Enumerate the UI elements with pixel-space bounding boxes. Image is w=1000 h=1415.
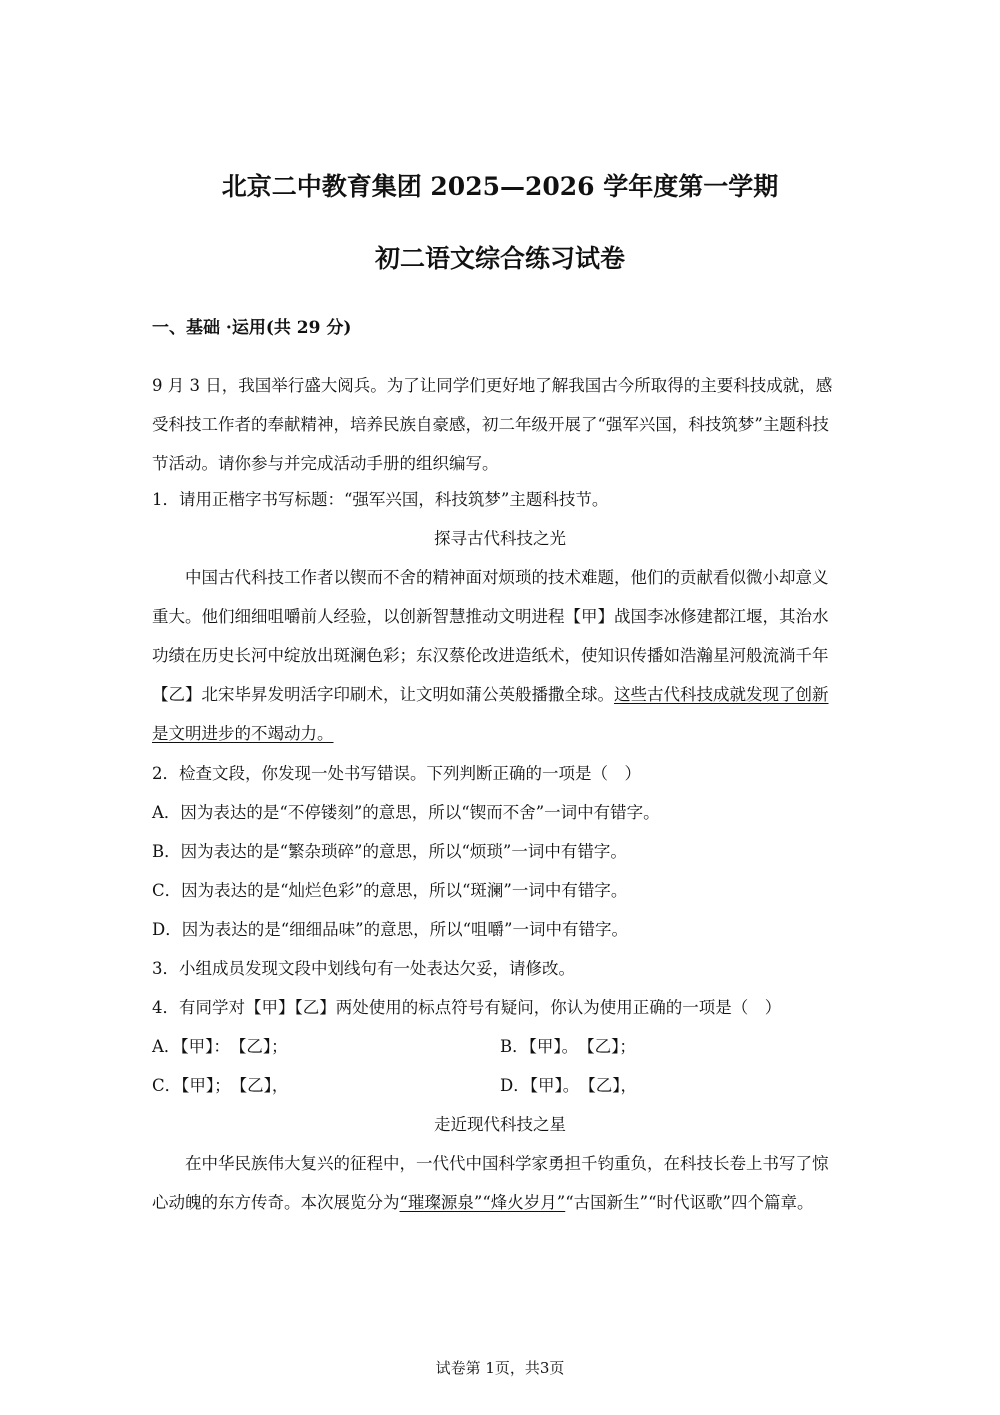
- section-heading: 一、基础 ·运用(共 29 分): [152, 318, 352, 338]
- question-2-option-d: D．因为表达的是“细细品味”的意思，所以“咀嚼”一词中有错字。: [152, 920, 628, 939]
- question-2-stem: 2．检查文段，你发现一处书写错误。下列判断正确的一项是（ ）: [152, 764, 641, 783]
- question-2-option-c: C．因为表达的是“灿烂色彩”的意思，所以“斑澜”一词中有错字。: [152, 881, 628, 900]
- passage1-underlined-sentence: 这些古代科技成就发现了创新是文明进步的不竭动力。: [152, 685, 829, 743]
- section-intro: 9 月 3 日，我国举行盛大阅兵。为了让同学们更好地了解我国古今所取得的主要科技成就，感受科技工作者的奉献精神，培养民族自豪感，初二年级开展了“强军兴国，科技筑梦”主题科技节活动。请你参与并完成活动手册的组织编写。: [152, 376, 833, 473]
- question-4-option-d: D．【甲】。 【乙】，: [500, 1076, 637, 1095]
- question-4-option-a: A．【甲】： 【乙】；: [152, 1037, 288, 1056]
- passage2-heading: 走近现代科技之星: [434, 1115, 566, 1134]
- exam-title-line1: 北京二中教育集团 2025—2026 学年度第一学期: [221, 172, 779, 201]
- passage2-text-after: “古国新生”“时代讴歌”四个篇章。: [565, 1193, 814, 1212]
- question-4-stem: 4．有同学对【甲】【乙】两处使用的标点符号有疑问，你认为使用正确的一项是（ ）: [152, 998, 782, 1017]
- passage1-heading: 探寻古代科技之光: [434, 529, 566, 548]
- question-2-option-a: A．因为表达的是“不停镂刻”的意思，所以“锲而不舍”一词中有错字。: [152, 803, 660, 822]
- page-footer: 试卷第 1页，共3页: [435, 1359, 565, 1377]
- question-2-option-b: B．因为表达的是“繁杂琐碎”的意思，所以“烦琐”一词中有错字。: [152, 842, 627, 861]
- passage2-underlined-sections: “璀璨源泉”“烽火岁月”: [399, 1193, 566, 1212]
- passage1-text-plain: 中国古代科技工作者以锲而不舍的精神面对烦琐的技术难题，他们的贡献看似微小却意义重大。他们细细咀嚼前人经验，以创新智慧推动文明进程【甲】战国李冰修建都江堰，其治水功绩在历史长河中绽放出斑澜色彩；东汉蔡伦改进造纸术，使知识传播如浩瀚星河般流淌千年【乙】北宋毕昇发明活字印刷术，让文明如蒲公英般播撒全球。: [152, 568, 829, 704]
- question-4-option-b: B．【甲】。 【乙】；: [500, 1037, 636, 1056]
- question-1: 1．请用正楷字书写标题：“强军兴国，科技筑梦”主题科技节。: [152, 490, 609, 509]
- question-3: 3．小组成员发现文段中划线句有一处表达欠妥，请修改。: [152, 959, 575, 978]
- passage1-text: [152, 558, 842, 753]
- question-4-option-c: C．【甲】； 【乙】，: [152, 1076, 289, 1095]
- passage2-text: [152, 1144, 842, 1222]
- passage2-text-before: 在中华民族伟大复兴的征程中，一代代中国科学家勇担千钧重负，在科技长卷上书写了惊心动魄的东方传奇。本次展览分为: [152, 1154, 829, 1212]
- exam-title-line2: 初二语文综合练习试卷: [374, 244, 625, 273]
